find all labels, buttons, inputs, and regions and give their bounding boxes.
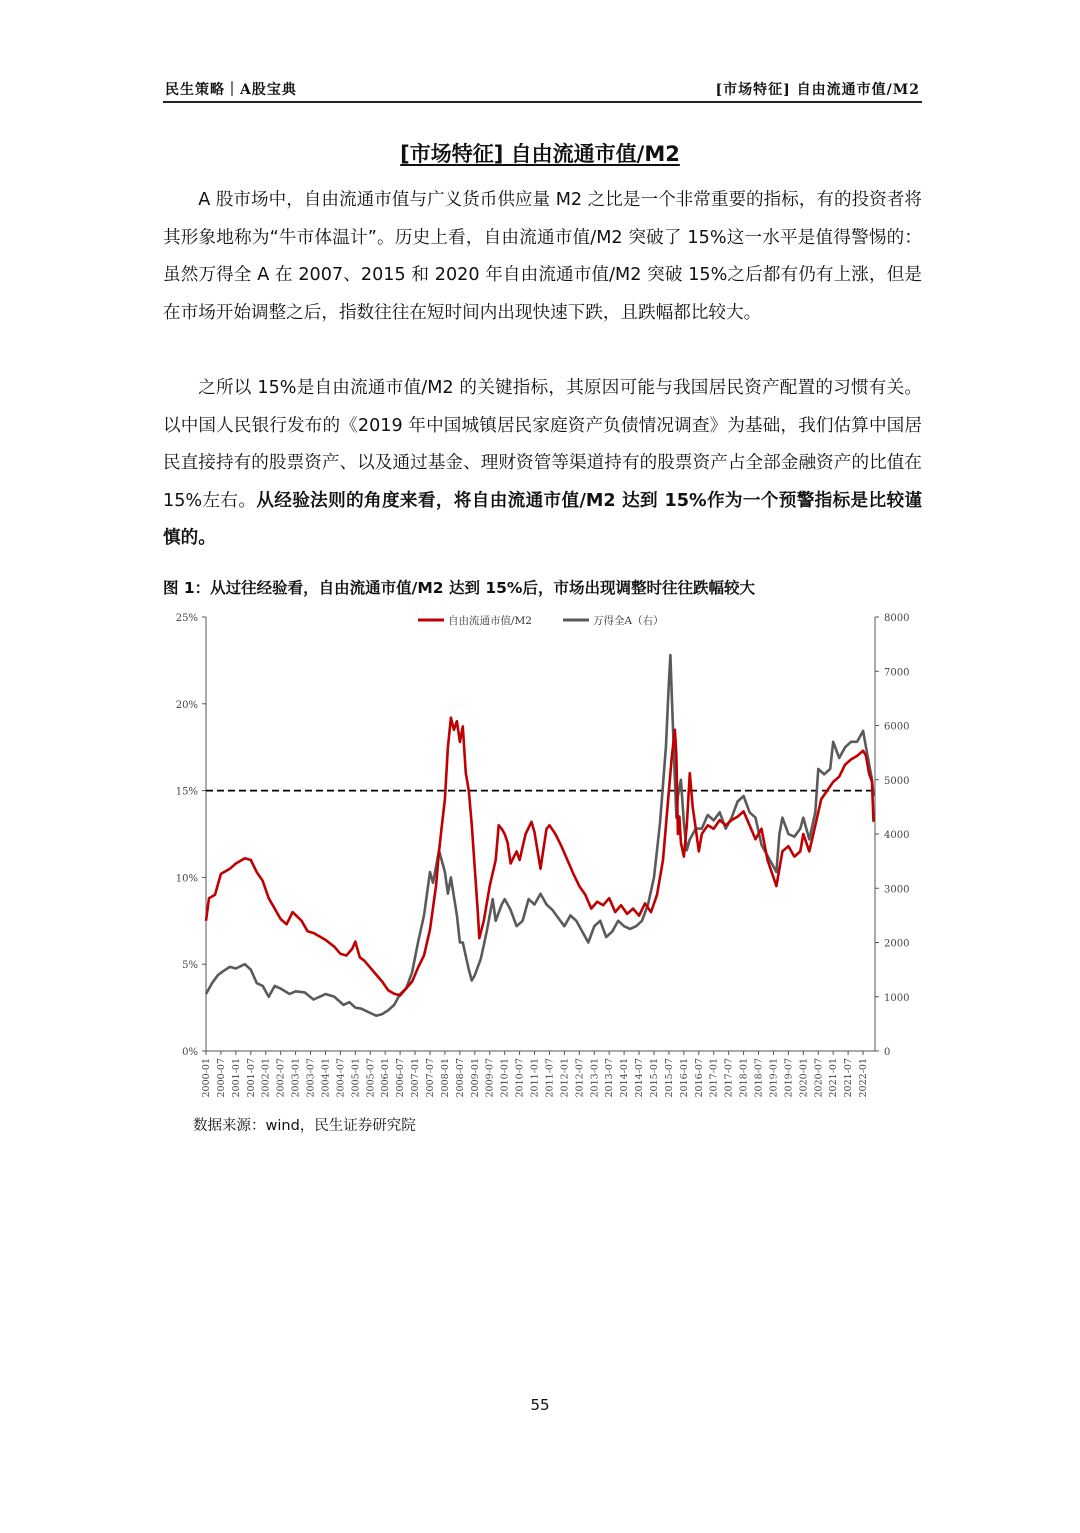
x-tick-label: 2018-07 [753,1058,765,1098]
right-y-tick-label: 2000 [884,938,910,950]
figure-caption: 图 1：从过往经验看，自由流通市值/M2 达到 15%后，市场出现调整时往往跌幅较大 [163,579,755,597]
x-tick-label: 2010-01 [499,1058,511,1098]
x-tick-label: 2013-07 [604,1058,616,1098]
series-lines [206,655,874,1016]
right-y-tick-label: 0 [884,1047,891,1058]
section-title [0,138,1080,168]
data-source-note: 数据来源：wind，民生证券研究院 [193,1118,416,1134]
running-header [163,75,922,103]
x-tick-label: 2002-07 [275,1058,287,1098]
right-y-tick-label: 7000 [884,667,910,679]
right-y-tick-label: 4000 [884,830,910,841]
right-y-tick-label: 1000 [884,992,910,1004]
x-tick-label: 2000-01 [201,1058,212,1098]
x-tick-label: 2009-07 [484,1058,496,1098]
body-paragraph-1: A 股市场中，自由流通市值与广义货币供应量 M2 之比是一个非常重要的指标，有的投资者将其形象地称为“牛市体温计”。历史上看，自由流通市值/M2 突破了 15%这一水平是值得警惕的：虽然万得全 A 在 2007、2015 和 2020 年自由流通市值/M2 突破 15%之后都有仍有上涨，但是在市场开始调整之后，指数往往在短时间内出现快速下跌，且跌幅都比较大。 [163,190,922,323]
x-tick-label: 2019-07 [783,1058,795,1098]
x-tick-label: 2022-01 [858,1058,870,1098]
x-tick-label: 2000-07 [215,1058,227,1098]
x-tick-label: 2008-07 [454,1058,466,1098]
left-y-tick-label: 0% [182,1047,198,1058]
page-number: 55 [530,1396,550,1414]
x-tick-label: 2014-01 [619,1058,631,1098]
x-tick-label: 2006-01 [380,1058,392,1098]
left-y-tick-label: 5% [182,960,198,972]
x-tick-label: 2012-01 [559,1058,571,1098]
x-tick-label: 2017-07 [723,1058,735,1098]
header-report-series: 民生策略｜A股宝典 [165,82,297,98]
x-tick-label: 2005-07 [365,1058,377,1098]
x-tick-label: 2015-07 [663,1058,675,1098]
x-tick-label: 2020-01 [798,1058,810,1098]
x-tick-label: 2006-07 [395,1058,407,1098]
x-tick-label: 2018-01 [738,1058,750,1098]
x-tick-label: 2016-07 [693,1058,705,1098]
x-tick-label: 2011-01 [529,1058,541,1098]
right-y-tick-label: 6000 [884,721,910,733]
section-title-text: [市场特征] 自由流通市值/M2 [400,142,680,166]
left-y-tick-label: 15% [175,786,198,798]
right-y-tick-label: 5000 [884,775,910,787]
x-tick-label: 2008-01 [439,1058,451,1098]
x-tick-label: 2003-07 [305,1058,317,1098]
x-tick-label: 2021-01 [828,1058,840,1098]
x-tick-label: 2016-01 [678,1058,690,1098]
x-tick-label: 2011-07 [544,1058,556,1098]
x-tick-label: 2005-01 [350,1058,362,1098]
paragraph-2-bold-conclusion: 从经验法则的角度来看，将自由流通市值/M2 达到 15%作为一个预警指标是比较谨慎的。 [163,490,923,548]
left-y-tick-label: 20% [175,699,198,711]
series-line-float-cap-m2 [206,718,874,996]
x-tick-label: 2010-07 [514,1058,526,1098]
x-tick-label: 2015-01 [648,1058,660,1098]
right-y-tick-label: 3000 [884,884,910,896]
chart-legend [418,614,664,627]
x-tick-label: 2007-07 [424,1058,436,1098]
x-tick-label: 2012-07 [574,1058,586,1098]
legend-item-wind-all-a-label: 万得全A（右） [593,615,664,627]
right-y-tick-label: 8000 [884,613,910,624]
x-tick-label: 2001-01 [230,1058,242,1098]
x-tick-label: 2003-01 [290,1058,302,1098]
header-section-name: [市场特征] 自由流通市值/M2 [715,82,920,98]
body-paragraph-2 [163,370,922,558]
left-y-tick-label: 10% [175,873,198,885]
dual-axis-line-chart [163,600,923,1105]
x-tick-label: 2007-01 [410,1058,422,1098]
x-tick-label: 2009-01 [469,1058,481,1098]
x-tick-label: 2019-01 [768,1058,780,1098]
x-tick-label: 2014-07 [634,1058,646,1098]
series-line-wind-all-a [206,655,874,1016]
x-tick-label: 2002-01 [260,1058,272,1098]
x-tick-label: 2021-07 [843,1058,855,1098]
left-y-tick-label: 25% [175,613,198,624]
x-tick-label: 2017-01 [708,1058,720,1098]
x-tick-label: 2004-01 [320,1058,332,1098]
x-tick-label: 2004-07 [335,1058,347,1098]
paragraph-2-text: 之所以 15%是自由流通市值/M2 的关键指标，其原因可能与我国居民资产配置的习惯有关。以中国人民银行发布的《2019 年中国城镇居民家庭资产负债情况调查》为基础，我们估算中国居民直接持有的股票资产、以及通过基金、理财资管等渠道持有的股票资产占全部金融资产的比值在 15%左右。 [163,378,922,511]
x-tick-label: 2020-07 [813,1058,825,1098]
legend-item-float-cap-m2-label: 自由流通市值/M2 [448,615,532,627]
x-tick-label: 2013-01 [589,1058,601,1098]
x-tick-label: 2001-07 [245,1058,257,1098]
